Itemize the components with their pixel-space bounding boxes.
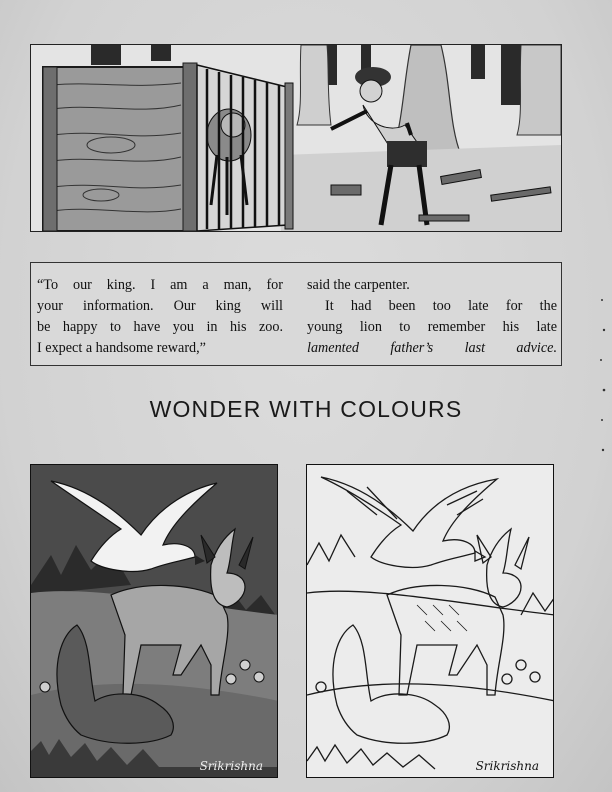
outline-illustration-panel — [306, 464, 554, 778]
story-line: “To our king. I am a man, for — [37, 277, 283, 293]
story-right-column — [307, 275, 557, 359]
story-line: I expect a handsome reward,” — [37, 340, 206, 356]
story-line: be happy to have you in his zoo. — [37, 319, 283, 335]
artist-signature: Srikrishna — [199, 759, 263, 773]
page-edge-wear — [598, 260, 608, 460]
story-line: your information. Our king will — [37, 298, 283, 314]
story-line: lamented father’s last advice. — [307, 340, 557, 356]
lion-cage-illustration — [30, 44, 562, 232]
story-line: young lion to remember his late — [307, 319, 557, 335]
coloured-illustration-panel — [30, 464, 278, 778]
section-heading: WONDER WITH COLOURS — [149, 396, 463, 422]
story-line: said the carpenter. — [307, 277, 410, 293]
story-text-box — [30, 262, 562, 366]
story-left-column — [37, 275, 283, 359]
artist-signature: Srikrishna — [475, 759, 539, 773]
story-line: It had been too late for the — [325, 298, 557, 314]
